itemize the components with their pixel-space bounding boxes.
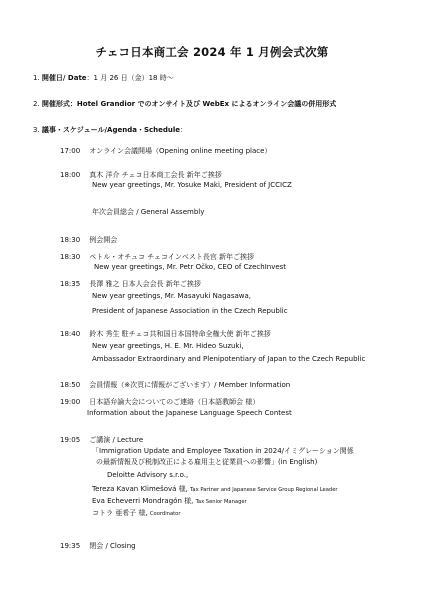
format-label: 開催形式：Hotel Grandior でのオンサイト及び WebEx によるオンライン会議の併用形式: [41, 100, 337, 108]
schedule-text: 長澤 雅之 日本人会会長 新年ご挨拶: [89, 280, 201, 288]
schedule-text: 日本語弁論大会についてのご連絡（日本語教師会 様）: [89, 398, 260, 406]
general-assembly: 年次会員総会 / General Assembly: [92, 208, 205, 216]
schedule-text: ペトル・オチュコ チェコインベスト長官 新年ご挨拶: [89, 253, 255, 261]
date-value: ：1 月 26 日（金）18 時～: [86, 74, 174, 82]
schedule-text: 例会開会: [89, 236, 118, 244]
schedule-time: 18:00: [60, 171, 81, 179]
schedule-time: 18:40: [60, 330, 81, 338]
schedule-subtext: New year greetings, Mr. Petr Očko, CEO of CzechInvest: [94, 263, 287, 271]
speaker-name: Tereza Kavan Klimešová 様,: [92, 485, 188, 493]
schedule-text: 閉会 / Closing: [89, 542, 136, 550]
speaker-name: Eva Echeverri Mondragón 様,: [92, 497, 194, 505]
schedule-item-1935: [60, 542, 136, 551]
schedule-item-1700: [60, 147, 271, 156]
agenda-suffix: ：: [180, 126, 188, 134]
schedule-time: 18:30: [60, 236, 81, 244]
section-number: 3.: [33, 126, 40, 134]
schedule-item-1840: [60, 330, 271, 339]
schedule-time: 19:35: [60, 542, 81, 550]
schedule-time: 19:05: [60, 436, 81, 444]
schedule-text: 真木 洋介 チェコ日本商工会長 新年ご挨拶: [89, 171, 222, 179]
page-title: チェコ日本商工会 2024 年 1 月例会式次第: [95, 45, 329, 59]
speaker-1: [92, 485, 338, 495]
section-date: [33, 73, 174, 83]
schedule-item-1830-czechinvest: [60, 253, 254, 262]
schedule-item-1835: [60, 280, 201, 289]
date-label: 開催日/ Date: [41, 74, 87, 82]
speaker-role: Tax Senior Manager: [195, 499, 247, 505]
schedule-time: 18:30: [60, 253, 81, 261]
schedule-time: 19:00: [60, 398, 81, 406]
agenda-label: 議事・スケジュール/Agenda・Schedule: [41, 126, 181, 134]
schedule-item-1850: [60, 381, 290, 390]
schedule-text: 鈴木 秀生 駐チェコ共和国日本国特命全権大使 新年ご挨拶: [89, 330, 271, 338]
speaker-role: Tax Partner and Japanese Service Group Regional Leader: [190, 487, 338, 493]
speaker-role: Coordinator: [149, 511, 181, 517]
schedule-item-1900: [60, 398, 259, 407]
schedule-text: ご講演 / Lecture: [89, 436, 144, 444]
schedule-subtext: President of Japanese Association in the Czech Republic: [92, 307, 288, 315]
schedule-item-1800: [60, 171, 222, 180]
schedule-subtext: Information about the Japanese Language Speech Contest: [87, 409, 292, 417]
section-format: [33, 99, 336, 109]
speaker-3: [92, 509, 180, 519]
schedule-text: オンライン会議開場（Opening online meeting place）: [89, 147, 272, 155]
schedule-item-1905: [60, 436, 143, 445]
speaker-2: [92, 497, 247, 507]
schedule-subtext: New year greetings, H. E. Mr. Hideo Suzuki,: [92, 342, 244, 350]
schedule-time: 18:35: [60, 280, 81, 288]
schedule-time: 17:00: [60, 147, 81, 155]
schedule-item-1830-open: [60, 236, 117, 245]
section-agenda: [33, 125, 187, 135]
section-number: 2.: [33, 100, 40, 108]
schedule-time: 18:50: [60, 381, 81, 389]
schedule-subtext: New year greetings, Mr. Yosuke Maki, President of JCCICZ: [92, 181, 292, 189]
schedule-text: 会員情報（※次頁に情報がございます）/ Member Information: [89, 381, 291, 389]
lecture-company: Deloitte Advisory s.r.o.,: [107, 471, 189, 479]
lecture-title-line2: の最新情報及び税制改正による雇用主と従業員への影響」(in English): [96, 458, 318, 466]
schedule-subtext: New year greetings, Mr. Masayuki Nagasawa,: [92, 292, 252, 300]
lecture-title-line1: 「Immigration Update and Employee Taxation in 2024/イミグレーション関係: [92, 447, 354, 455]
schedule-subtext: Ambassador Extraordinary and Plenipotentiary of Japan to the Czech Republic: [92, 355, 366, 363]
section-number: 1.: [33, 74, 40, 82]
speaker-name: コトラ 亜希子 様,: [92, 509, 148, 517]
